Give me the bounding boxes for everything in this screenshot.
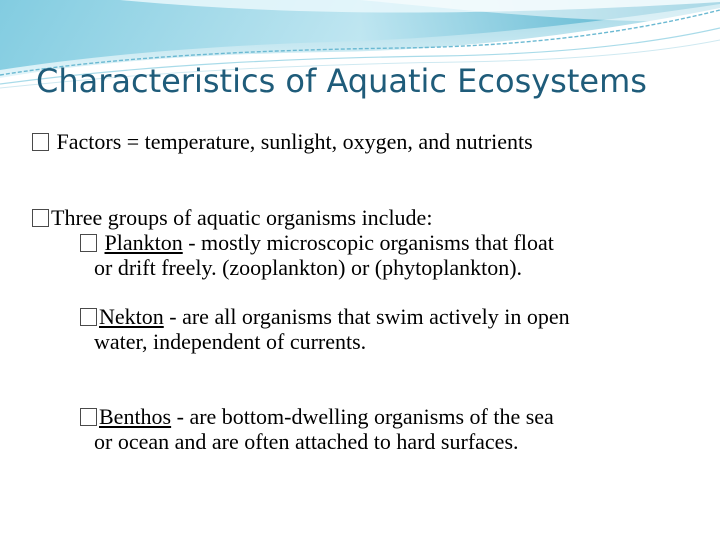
square-bullet-icon (80, 408, 97, 426)
factors-bullet-line (32, 129, 533, 155)
square-bullet-icon (32, 209, 49, 227)
plankton-term: Plankton (104, 230, 183, 255)
benthos-term: Benthos (99, 404, 172, 429)
square-bullet-icon (80, 234, 97, 252)
benthos-line-1 (80, 404, 554, 430)
square-bullet-icon (32, 133, 49, 151)
groups-intro-text: Three groups of aquatic organisms include: (51, 205, 433, 230)
benthos-line-2: or ocean and are often attached to hard surfaces. (94, 429, 519, 454)
nekton-line-2: water, independent of currents. (94, 329, 367, 354)
nekton-line-1 (80, 304, 570, 330)
square-bullet-icon (80, 308, 97, 326)
nekton-definition: - are all organisms that swim actively in open (163, 304, 570, 329)
plankton-line-2: or drift freely. (zooplankton) or (phytoplankton). (94, 255, 523, 280)
factors-text: Factors = temperature, sunlight, oxygen, and nutrients (51, 129, 533, 154)
nekton-term: Nekton (99, 304, 164, 329)
benthos-definition: - are bottom-dwelling organisms of the sea (171, 404, 554, 429)
plankton-line-1 (80, 230, 554, 256)
slide-title: Characteristics of Aquatic Ecosystems (36, 62, 647, 100)
plankton-definition: - mostly microscopic organisms that float (182, 230, 554, 255)
groups-intro-line (32, 205, 432, 231)
